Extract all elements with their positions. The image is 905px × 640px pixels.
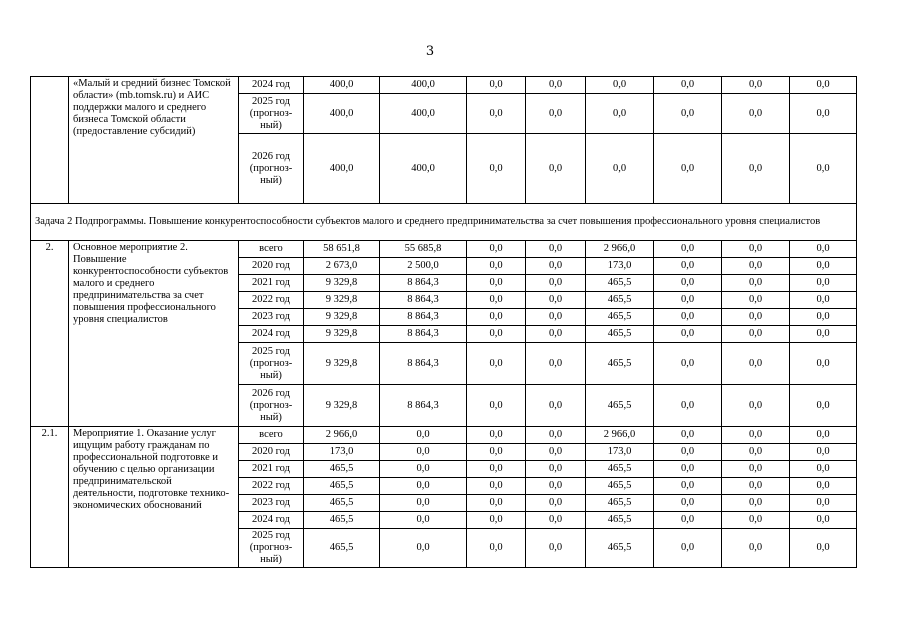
value-cell: 2 673,0	[304, 258, 380, 275]
value-cell: 0,0	[722, 343, 790, 385]
value-cell: 8 864,3	[380, 292, 467, 309]
budget-table-body	[31, 77, 857, 568]
value-cell: 0,0	[790, 478, 857, 495]
period-cell: всего	[239, 427, 304, 444]
period-cell: 2025 год (прогноз-ный)	[239, 94, 304, 134]
value-cell: 0,0	[654, 258, 722, 275]
value-cell: 0,0	[467, 241, 526, 258]
period-cell: 2024 год	[239, 326, 304, 343]
value-cell: 0,0	[790, 309, 857, 326]
task-row	[31, 204, 857, 241]
value-cell: 0,0	[380, 529, 467, 568]
value-cell: 0,0	[526, 275, 586, 292]
value-cell: 0,0	[467, 478, 526, 495]
value-cell: 465,5	[586, 495, 654, 512]
value-cell: 0,0	[467, 495, 526, 512]
value-cell: 0,0	[467, 275, 526, 292]
value-cell: 0,0	[526, 241, 586, 258]
value-cell: 0,0	[722, 529, 790, 568]
value-cell: 0,0	[790, 427, 857, 444]
value-cell: 0,0	[722, 444, 790, 461]
value-cell: 465,5	[586, 529, 654, 568]
table-row	[31, 241, 857, 258]
row-number	[31, 77, 69, 204]
value-cell: 2 966,0	[586, 427, 654, 444]
value-cell: 0,0	[790, 326, 857, 343]
value-cell: 400,0	[380, 77, 467, 94]
value-cell: 465,5	[586, 292, 654, 309]
value-cell: 0,0	[722, 512, 790, 529]
value-cell: 0,0	[526, 495, 586, 512]
value-cell: 0,0	[467, 427, 526, 444]
value-cell: 9 329,8	[304, 326, 380, 343]
value-cell: 0,0	[380, 478, 467, 495]
value-cell: 0,0	[790, 258, 857, 275]
period-cell: 2024 год	[239, 512, 304, 529]
value-cell: 0,0	[586, 134, 654, 204]
value-cell: 465,5	[586, 275, 654, 292]
value-cell: 0,0	[722, 292, 790, 309]
value-cell: 0,0	[654, 529, 722, 568]
value-cell: 0,0	[790, 292, 857, 309]
value-cell: 0,0	[654, 309, 722, 326]
value-cell: 0,0	[467, 309, 526, 326]
value-cell: 0,0	[722, 326, 790, 343]
value-cell: 9 329,8	[304, 275, 380, 292]
value-cell: 0,0	[467, 258, 526, 275]
value-cell: 0,0	[526, 309, 586, 326]
period-cell: 2020 год	[239, 258, 304, 275]
value-cell: 2 966,0	[304, 427, 380, 444]
value-cell: 0,0	[526, 134, 586, 204]
period-cell: 2022 год	[239, 292, 304, 309]
value-cell: 0,0	[790, 94, 857, 134]
value-cell: 0,0	[467, 512, 526, 529]
period-cell: 2025 год (прогноз-ный)	[239, 343, 304, 385]
value-cell: 0,0	[526, 292, 586, 309]
value-cell: 0,0	[790, 241, 857, 258]
value-cell: 8 864,3	[380, 343, 467, 385]
value-cell: 0,0	[526, 77, 586, 94]
value-cell: 0,0	[654, 385, 722, 427]
value-cell: 8 864,3	[380, 385, 467, 427]
value-cell: 0,0	[654, 292, 722, 309]
value-cell: 0,0	[790, 512, 857, 529]
table-row	[31, 77, 857, 94]
value-cell: 400,0	[304, 77, 380, 94]
value-cell: 400,0	[380, 94, 467, 134]
row-number: 2.1.	[31, 427, 69, 568]
value-cell: 0,0	[790, 77, 857, 94]
value-cell: 465,5	[586, 326, 654, 343]
value-cell: 0,0	[654, 275, 722, 292]
value-cell: 8 864,3	[380, 326, 467, 343]
value-cell: 0,0	[654, 343, 722, 385]
value-cell: 0,0	[654, 495, 722, 512]
budget-table	[30, 76, 857, 568]
value-cell: 0,0	[380, 444, 467, 461]
value-cell: 465,5	[586, 309, 654, 326]
value-cell: 9 329,8	[304, 343, 380, 385]
value-cell: 0,0	[722, 309, 790, 326]
value-cell: 465,5	[304, 512, 380, 529]
value-cell: 0,0	[586, 77, 654, 94]
value-cell: 400,0	[380, 134, 467, 204]
value-cell: 0,0	[722, 427, 790, 444]
value-cell: 2 500,0	[380, 258, 467, 275]
period-cell: 2021 год	[239, 275, 304, 292]
value-cell: 0,0	[526, 478, 586, 495]
task-heading: Задача 2 Подпрограммы. Повышение конкурентоспособности субъектов малого и среднего предпринимательства за счет повышения профессионального уровня специалистов	[31, 204, 857, 241]
activity-name: «Малый и средний бизнес Томской области» (mb.tomsk.ru) и АИС поддержки малого и среднего бизнеса Томской области (предоставление субсидий)	[69, 77, 239, 204]
value-cell: 0,0	[467, 529, 526, 568]
value-cell: 0,0	[467, 461, 526, 478]
value-cell: 465,5	[586, 461, 654, 478]
value-cell: 0,0	[722, 94, 790, 134]
value-cell: 0,0	[654, 241, 722, 258]
value-cell: 400,0	[304, 134, 380, 204]
value-cell: 0,0	[526, 427, 586, 444]
value-cell: 0,0	[790, 495, 857, 512]
value-cell: 0,0	[467, 77, 526, 94]
value-cell: 0,0	[654, 512, 722, 529]
value-cell: 0,0	[467, 134, 526, 204]
value-cell: 465,5	[586, 478, 654, 495]
value-cell: 0,0	[467, 326, 526, 343]
value-cell: 0,0	[654, 427, 722, 444]
value-cell: 0,0	[654, 326, 722, 343]
period-cell: 2026 год (прогноз-ный)	[239, 134, 304, 204]
value-cell: 173,0	[586, 258, 654, 275]
value-cell: 0,0	[722, 461, 790, 478]
value-cell: 465,5	[586, 385, 654, 427]
value-cell: 0,0	[654, 461, 722, 478]
value-cell: 0,0	[380, 427, 467, 444]
value-cell: 0,0	[467, 94, 526, 134]
period-cell: 2021 год	[239, 461, 304, 478]
value-cell: 0,0	[526, 326, 586, 343]
value-cell: 465,5	[586, 343, 654, 385]
period-cell: 2023 год	[239, 495, 304, 512]
value-cell: 0,0	[790, 275, 857, 292]
page-number: 3	[425, 44, 435, 59]
value-cell: 0,0	[526, 461, 586, 478]
period-cell: 2022 год	[239, 478, 304, 495]
value-cell: 0,0	[586, 94, 654, 134]
value-cell: 0,0	[722, 385, 790, 427]
value-cell: 0,0	[790, 343, 857, 385]
value-cell: 0,0	[654, 478, 722, 495]
value-cell: 465,5	[586, 512, 654, 529]
value-cell: 0,0	[526, 444, 586, 461]
value-cell: 0,0	[526, 512, 586, 529]
period-cell: 2024 год	[239, 77, 304, 94]
value-cell: 0,0	[380, 495, 467, 512]
value-cell: 0,0	[380, 512, 467, 529]
value-cell: 0,0	[467, 444, 526, 461]
value-cell: 9 329,8	[304, 292, 380, 309]
value-cell: 0,0	[654, 94, 722, 134]
value-cell: 0,0	[790, 529, 857, 568]
row-number: 2.	[31, 241, 69, 427]
value-cell: 0,0	[526, 385, 586, 427]
value-cell: 0,0	[722, 478, 790, 495]
value-cell: 465,5	[304, 529, 380, 568]
value-cell: 58 651,8	[304, 241, 380, 258]
value-cell: 0,0	[380, 461, 467, 478]
value-cell: 0,0	[722, 258, 790, 275]
value-cell: 465,5	[304, 478, 380, 495]
value-cell: 0,0	[654, 444, 722, 461]
period-cell: 2026 год (прогноз-ный)	[239, 385, 304, 427]
value-cell: 173,0	[586, 444, 654, 461]
value-cell: 0,0	[467, 385, 526, 427]
value-cell: 465,5	[304, 461, 380, 478]
value-cell: 8 864,3	[380, 275, 467, 292]
value-cell: 0,0	[654, 77, 722, 94]
value-cell: 2 966,0	[586, 241, 654, 258]
value-cell: 0,0	[722, 77, 790, 94]
value-cell: 0,0	[654, 134, 722, 204]
value-cell: 8 864,3	[380, 309, 467, 326]
activity-name: Мероприятие 1. Оказание услуг ищущим работу гражданам по профессиональной подготовке и обучению с целью организации предпринимательской деятельности, подготовке технико-экономических обоснований	[69, 427, 239, 568]
value-cell: 0,0	[790, 134, 857, 204]
value-cell: 0,0	[467, 292, 526, 309]
value-cell: 9 329,8	[304, 385, 380, 427]
value-cell: 465,5	[304, 495, 380, 512]
value-cell: 0,0	[526, 529, 586, 568]
value-cell: 0,0	[790, 385, 857, 427]
value-cell: 0,0	[790, 444, 857, 461]
value-cell: 55 685,8	[380, 241, 467, 258]
table-row	[31, 427, 857, 444]
value-cell: 0,0	[526, 94, 586, 134]
period-cell: 2023 год	[239, 309, 304, 326]
period-cell: всего	[239, 241, 304, 258]
value-cell: 400,0	[304, 94, 380, 134]
value-cell: 0,0	[526, 258, 586, 275]
value-cell: 0,0	[722, 241, 790, 258]
value-cell: 0,0	[722, 275, 790, 292]
activity-name: Основное мероприятие 2. Повышение конкурентоспособности субъектов малого и среднего предпринимательства за счет повышения профессионального уровня специалистов	[69, 241, 239, 427]
period-cell: 2025 год (прогноз-ный)	[239, 529, 304, 568]
value-cell: 173,0	[304, 444, 380, 461]
value-cell: 0,0	[790, 461, 857, 478]
value-cell: 0,0	[526, 343, 586, 385]
value-cell: 0,0	[722, 134, 790, 204]
value-cell: 0,0	[467, 343, 526, 385]
value-cell: 0,0	[722, 495, 790, 512]
value-cell: 9 329,8	[304, 309, 380, 326]
period-cell: 2020 год	[239, 444, 304, 461]
